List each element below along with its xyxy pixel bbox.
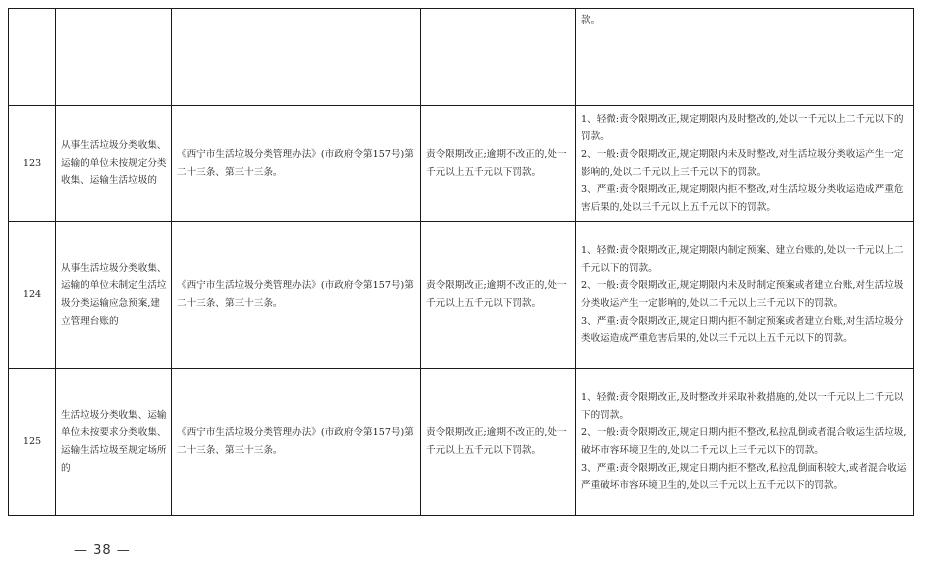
table-row [9,106,914,222]
table-row [9,9,914,106]
legal-basis-cell: 《西宁市生活垃圾分类管理办法》(市政府令第157号)第二十三条、第三十三条。 [172,369,421,516]
penalty-measure-cell: 责令限期改正;逾期不改正的,处一千元以上五千元以下罚款。 [421,106,576,222]
item-number-cell: 123 [9,106,56,222]
violation-behavior-cell [56,9,172,106]
table-row [9,369,914,516]
table-row [9,222,914,369]
discretion-standard-cell: 1、轻微:责令限期改正,规定期限内制定预案、建立台账的,处以一千元以上二千元以下的罚款。 2、一般:责令限期改正,规定期限内未及时制定预案或者建立台账,对生活垃圾分类收运产生一定影响的,处以二千元以上三千元以下的罚款。 3、严重:责令限期改正,规定日期内拒不制定预案或者建立台账,对生活垃圾分类收运造成严重危害后果的,处以三千元以上五千元以下的罚款。 [576,222,914,369]
legal-basis-cell [172,9,421,106]
penalty-measure-cell [421,9,576,106]
penalty-measure-cell: 责令限期改正;逾期不改正的,处一千元以上五千元以下罚款。 [421,222,576,369]
item-number-cell: 124 [9,222,56,369]
page-number: — 38 — [74,543,131,558]
violation-behavior-cell: 从事生活垃圾分类收集、运输的单位未按规定分类收集、运输生活垃圾的 [56,106,172,222]
discretion-standard-cell: 1、轻微:责令限期改正,规定期限内及时整改的,处以一千元以上二千元以下的罚款。 2、一般:责令限期改正,规定期限内未及时整改,对生活垃圾分类收运产生一定影响的,处以二千元以上三千元以下的罚款。 3、严重:责令限期改正,规定期限内拒不整改,对生活垃圾分类收运造成严重危害后果的,处以三千元以上五千元以下的罚款。 [576,106,914,222]
legal-basis-cell: 《西宁市生活垃圾分类管理办法》(市政府令第157号)第二十三条、第三十三条。 [172,222,421,369]
discretion-standard-cell: 1、轻微:责令限期改正,及时整改并采取补救措施的,处以一千元以上二千元以下的罚款。 2、一般:责令限期改正,规定日期内拒不整改,私拉乱倒或者混合收运生活垃圾,破坏市容环境卫生的,处以二千元以上三千元以下的罚款。 3、严重:责令限期改正,规定日期内拒不整改,私拉乱倒面积较大,或者混合收运严重破坏市容环境卫生的,处以三千元以上五千元以下的罚款。 [576,369,914,516]
item-number-cell: 125 [9,369,56,516]
item-number-cell [9,9,56,106]
violation-behavior-cell: 生活垃圾分类收集、运输单位未按要求分类收集、运输生活垃圾至规定场所的 [56,369,172,516]
discretion-standard-cell: 款。 [576,9,914,106]
violation-behavior-cell: 从事生活垃圾分类收集、运输的单位未制定生活垃圾分类运输应急预案,建立管理台账的 [56,222,172,369]
penalty-measure-cell: 责令限期改正;逾期不改正的,处一千元以上五千元以下罚款。 [421,369,576,516]
legal-basis-cell: 《西宁市生活垃圾分类管理办法》(市政府令第157号)第二十三条、第三十三条。 [172,106,421,222]
penalty-standards-table [8,8,914,516]
